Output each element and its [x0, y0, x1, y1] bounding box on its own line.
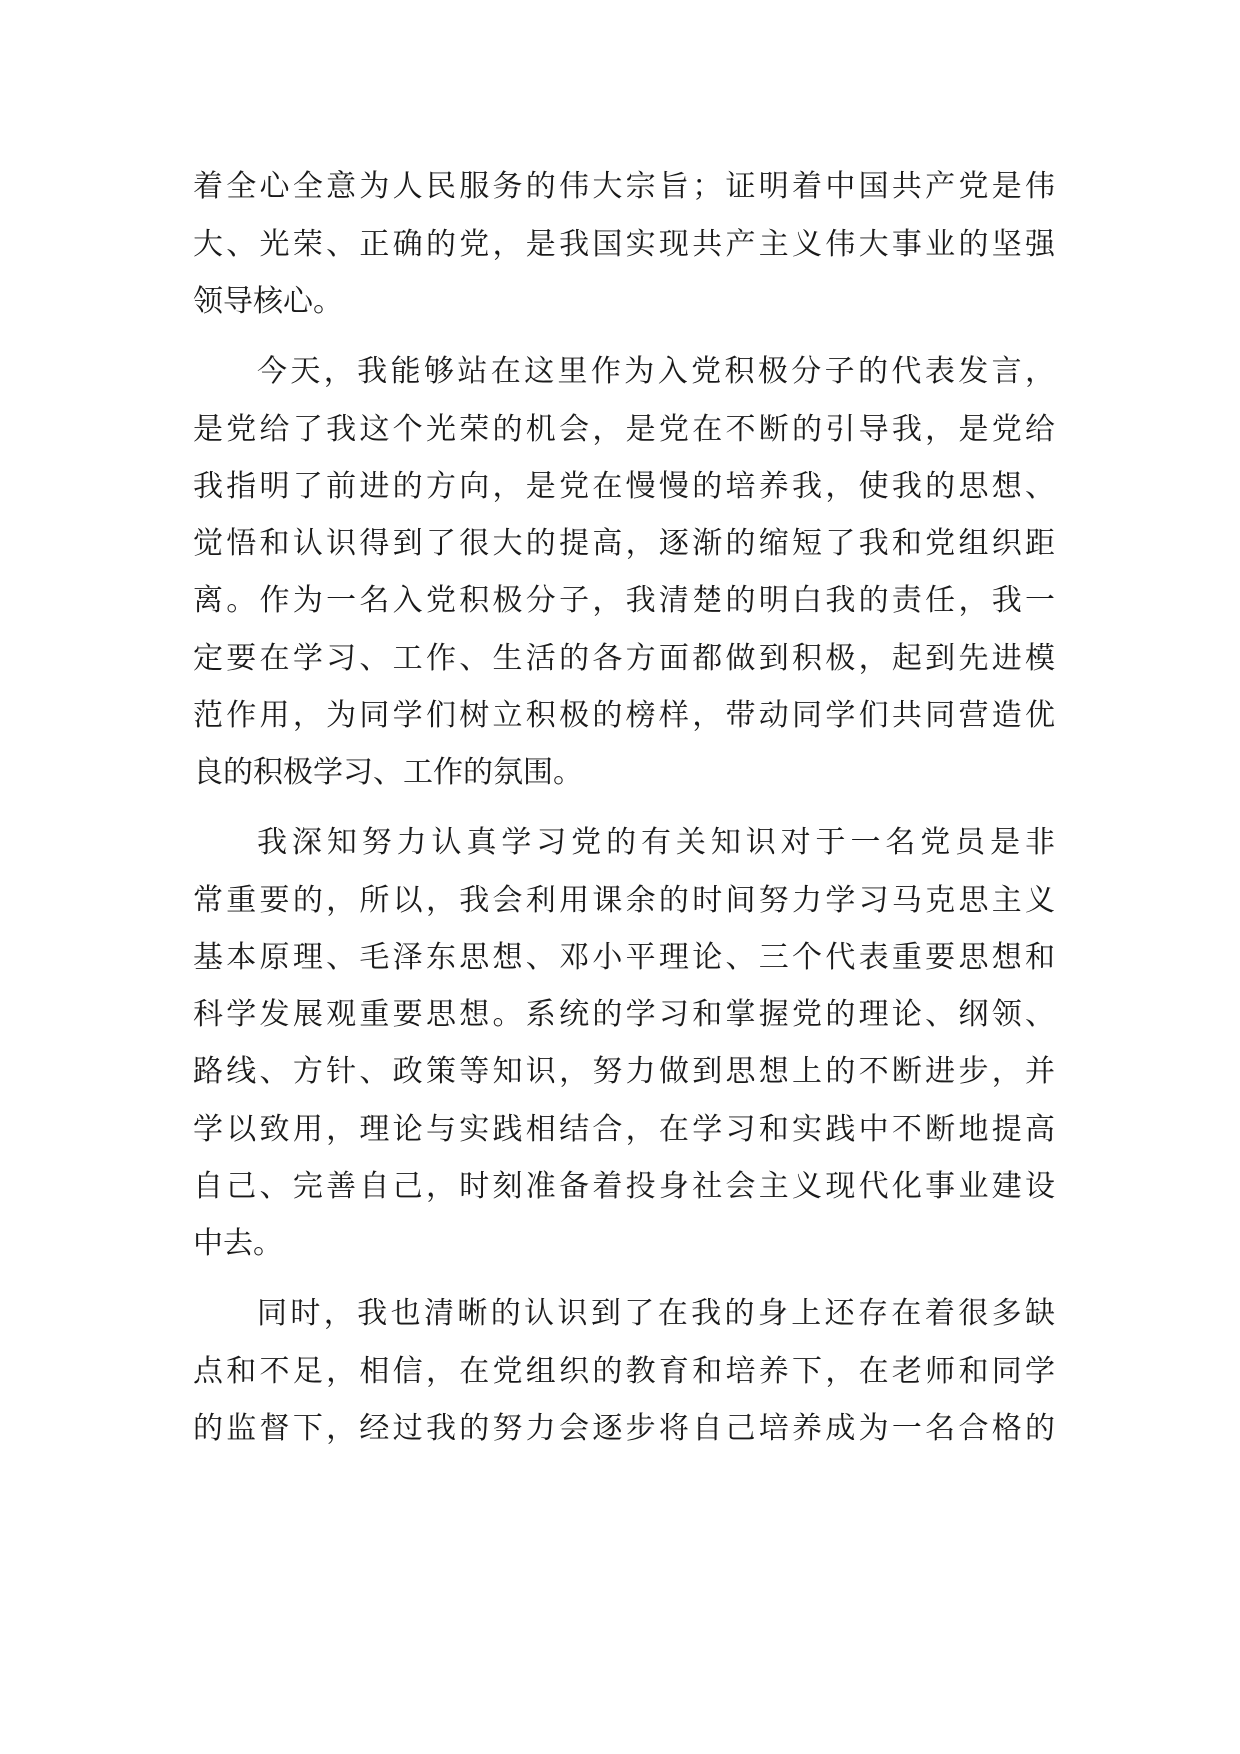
text-line: 基本原理、毛泽东思想、邓小平理论、三个代表重要思想和: [193, 940, 1055, 975]
text-line: 离。作为一名入党积极分子，我清楚的明白我的责任，我一: [193, 583, 1055, 618]
text-line: 自己、完善自己，时刻准备着投身社会主义现代化事业建设: [193, 1169, 1055, 1204]
text-line: 范作用，为同学们树立积极的榜样，带动同学们共同营造优: [193, 698, 1055, 733]
text-line: 定要在学习、工作、生活的各方面都做到积极，起到先进模: [193, 641, 1055, 676]
text-line: 我指明了前进的方向，是党在慢慢的培养我，使我的思想、: [193, 469, 1055, 504]
text-line: 的监督下，经过我的努力会逐步将自己培养成为一名合格的: [193, 1411, 1055, 1446]
text-line: 我深知努力认真学习党的有关知识对于一名党员是非: [257, 825, 1055, 860]
text-line: 是党给了我这个光荣的机会，是党在不断的引导我，是党给: [193, 412, 1055, 447]
text-line: 着全心全意为人民服务的伟大宗旨；证明着中国共产党是伟: [193, 169, 1055, 204]
text-line: 同时，我也清晰的认识到了在我的身上还存在着很多缺: [257, 1296, 1055, 1331]
text-line: 点和不足，相信，在党组织的教育和培养下，在老师和同学: [193, 1354, 1055, 1389]
text-line: 觉悟和认识得到了很大的提高，逐渐的缩短了我和党组织距: [193, 526, 1055, 561]
text-line: 常重要的，所以，我会利用课余的时间努力学习马克思主义: [193, 883, 1055, 918]
text-line: 路线、方针、政策等知识，努力做到思想上的不断进步，并: [193, 1054, 1055, 1089]
text-line: 学以致用，理论与实践相结合，在学习和实践中不断地提高: [193, 1112, 1055, 1147]
text-line: 大、光荣、正确的党，是我国实现共产主义伟大事业的坚强: [193, 227, 1055, 262]
text-line: 中去。: [193, 1226, 283, 1261]
text-line: 科学发展观重要思想。系统的学习和掌握党的理论、纲领、: [193, 997, 1055, 1032]
text-line: 今天，我能够站在这里作为入党积极分子的代表发言，: [257, 354, 1055, 389]
text-line: 领导核心。: [193, 284, 343, 319]
text-line: 良的积极学习、工作的氛围。: [193, 755, 583, 790]
